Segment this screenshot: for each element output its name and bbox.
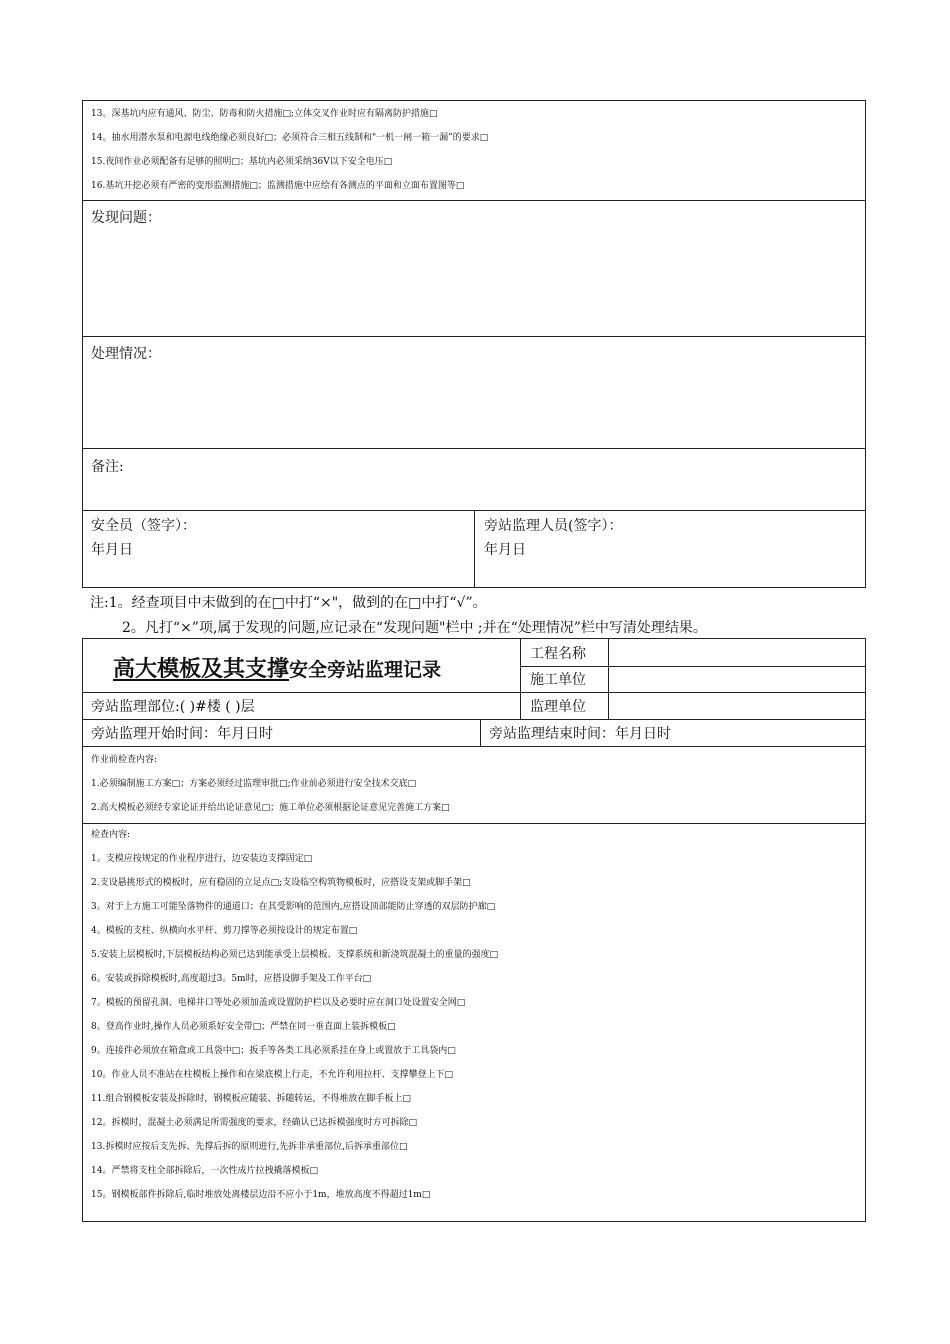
check-item: 8。登高作业时,操作人员必须系好安全带□；严禁在同一垂直面上装拆模板□ [91,1022,396,1032]
check-item: 10。作业人员不准站在柱模板上操作和在梁底模上行走，不允许利用拉杆、支撑攀登上下□ [91,1070,453,1080]
pre-check-section [83,748,865,820]
divider [83,692,520,693]
check-item: 7。模板的预留孔洞、电梯井口等处必须加盖或设置防护栏以及必要时应在洞口处设置安全网□ [91,998,466,1008]
record-title-rest: 安全旁站监理记录 [289,659,442,681]
divider [608,639,609,719]
note-1: 注:1。经查项目中未做到的在□中打“×"，做到的在□中打“√”。 [90,595,487,611]
check-item: 9。连接件必须放在箱盒或工具袋中□；扳手等各类工具必须系挂在身上或置放于工具袋内□ [91,1046,456,1056]
divider [83,200,865,201]
check-item: 14。抽水用潜水泵和电源电线绝缘必须良好□；必须符合三相五线制和"一机一闸一箱一漏”的要求□ [91,133,489,143]
check-item: 6。安装或拆除模板时,高度超过3。5m时，应搭设脚手架及工作平台□ [91,974,372,984]
check-item: 12。拆模时，混凝土必须满足所需强度的要求，经确认已达拆模强度时方可拆除□ [91,1118,417,1128]
end-time: 旁站监理结束时间：年月日时 [489,726,671,742]
remarks-label: 备注: [91,459,124,475]
record-title [113,652,441,683]
divider [520,692,865,693]
check-item: 4。模板的支柱、纵横向水平杆、剪刀撑等必须按设计的规定布置□ [91,926,358,936]
check-item: 14。严禁将支柱全部拆除后，一次性成片拉拽撬落模板□ [91,1166,318,1176]
check-item: 3。对于上方施工可能坠落物件的通道口；在其受影响的范围内,应搭设顶部能防止穿透的双层防护廊□ [91,902,496,912]
found-issues-label: 发现问题： [91,210,161,226]
pre-check-item: 2.高大模板必须经专家论证并给出论证意见□；施工单位必须根据论证意见完善施工方案□ [91,803,450,813]
check-item: 15.夜间作业必须配备有足够的照明□；基坑内必须采纳36V以下安全电压□ [91,157,393,167]
divider [474,510,475,587]
divider [520,666,865,667]
check-item: 5.安装上层模板时,下层模板结构必须已达到能承受上层模板、支撑系统和新浇筑混凝土的重量的强度□ [91,950,498,960]
safety-officer-date: 年月日 [91,542,133,558]
pre-check-title: 作业前检查内容: [91,755,158,765]
construction-unit-label: 施工单位 [530,672,586,688]
project-name-label: 工程名称 [530,646,586,662]
start-time: 旁站监理开始时间：年月日时 [91,726,273,742]
check-item: 2.支设悬挑形式的模板时，应有稳固的立足点□;支设临空构筑物模板时，应搭设支架或脚手架□ [91,878,471,888]
supervision-unit-label: 监理单位 [530,699,586,715]
record-title-main: 高大模板及其支撑 [113,656,290,682]
check-title: 检查内容: [91,830,131,840]
check-item: 11.组合钢模板安装及拆除时，钢模板应随装、拆随转运，不得堆放在脚手板上□ [91,1094,411,1104]
check-item: 13。深基坑内应有通风、防尘、防毒和防火措施□;立体交叉作业时应有隔离防护措施□ [91,109,438,119]
divider [83,746,865,747]
supervisor-signature: 旁站监理人员(签字）： [484,518,623,534]
check-item: 15。钢模板部件拆除后,临时堆放处离楼层边沿不应小于1m，堆放高度不得超过1m□ [91,1190,431,1200]
handling-label: 处理情况： [91,346,161,362]
supervision-location: 旁站监理部位:( )#楼 ( )层 [91,699,255,715]
safety-officer-signature: 安全员（签字）： [91,518,196,534]
divider [83,448,865,449]
divider [83,719,865,720]
divider [520,639,521,719]
divider [83,336,865,337]
supervisor-date: 年月日 [484,542,526,558]
check-item: 1。支模应按规定的作业程序进行，边安装边支撑固定□ [91,854,313,864]
sheet1-check-items [83,102,865,198]
check-section [83,823,865,1207]
sheet1-table [82,100,866,588]
divider [480,719,481,746]
check-item: 16.基坑开挖必须有严密的变形监测措施□；监测措施中应绘有各测点的平面和立面布置图等□ [91,181,465,191]
check-item: 13.拆模时应按后支先拆、先撑后拆的原则进行,先拆非承重部位,后拆承重部位□ [91,1142,408,1152]
pre-check-item: 1.必须编制施工方案□；方案必须经过监理审批□;作业前必须进行安全技术交底□ [91,779,417,789]
note-2: 2。凡打“×”项,属于发现的问题,应记录在“发现问题"栏中 ;并在“处理情况”栏中写清处理结果。 [122,620,707,636]
sheet2-table [82,638,866,1222]
